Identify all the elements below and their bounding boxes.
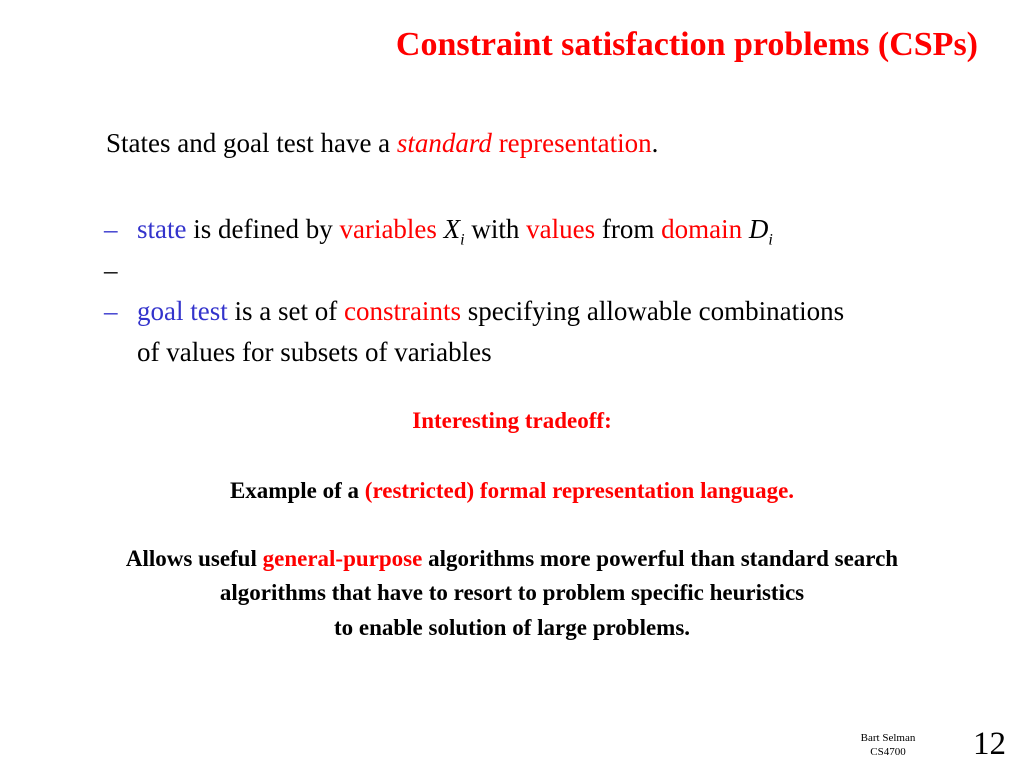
example-highlight: (restricted) formal representation language. (364, 478, 795, 503)
intro-emphasis: standard (396, 128, 492, 158)
bullet-text (742, 214, 749, 244)
allows-line-1-rest: algorithms more powerful than standard search (422, 546, 899, 571)
term-variables: variables (339, 214, 437, 244)
symbol-d: D (748, 214, 769, 244)
bullet-text: with (464, 214, 527, 244)
bullet-dash: – (104, 214, 118, 244)
allows-prefix: Allows useful (125, 546, 263, 571)
bullet-goal-test (104, 291, 864, 373)
bullet-text (437, 214, 444, 244)
footer-credit (848, 731, 928, 759)
page-number: 12 (973, 726, 1006, 762)
term-goal-test: goal test (137, 296, 228, 326)
symbol-d-subscript: i (768, 231, 773, 249)
term-constraints: constraints (343, 296, 461, 326)
bullet-goal-test-text (137, 291, 864, 373)
intro-space (492, 128, 499, 158)
bullet-text: from (595, 214, 662, 244)
bullet-state (104, 209, 773, 260)
term-domain: domain (661, 214, 743, 244)
bullet-dash: – (104, 296, 118, 326)
example-prefix: Example of a (229, 478, 365, 503)
allows-line-2: algorithms that have to resort to problem specific heuristics (219, 580, 805, 605)
bullet-state-text (137, 209, 773, 260)
footer-course: CS4700 (870, 746, 906, 758)
example-line (0, 478, 1024, 504)
term-state: state (137, 214, 187, 244)
intro-line (106, 128, 658, 159)
allows-line-1 (0, 546, 1024, 572)
bullet-text: is defined by (186, 214, 340, 244)
bullet-text: specifying allowable combinations of values for subsets of variables (137, 296, 845, 367)
slide-title: Constraint satisfaction problems (CSPs) (395, 26, 978, 63)
intro-suffix: . (651, 128, 659, 158)
allows-highlight: general-purpose (262, 546, 423, 571)
bullet-text: is a set of (227, 296, 344, 326)
symbol-x: X (443, 214, 461, 244)
allows-line-3: to enable solution of large problems. (333, 615, 691, 640)
intro-prefix: States and goal test have a (106, 128, 397, 158)
footer-author: Bart Selman (860, 732, 916, 744)
intro-term: representation (498, 128, 652, 158)
tradeoff-heading: Interesting tradeoff: (412, 408, 612, 433)
bullet-dash: – (104, 255, 118, 285)
term-values: values (526, 214, 596, 244)
symbol-x-subscript: i (460, 231, 465, 249)
